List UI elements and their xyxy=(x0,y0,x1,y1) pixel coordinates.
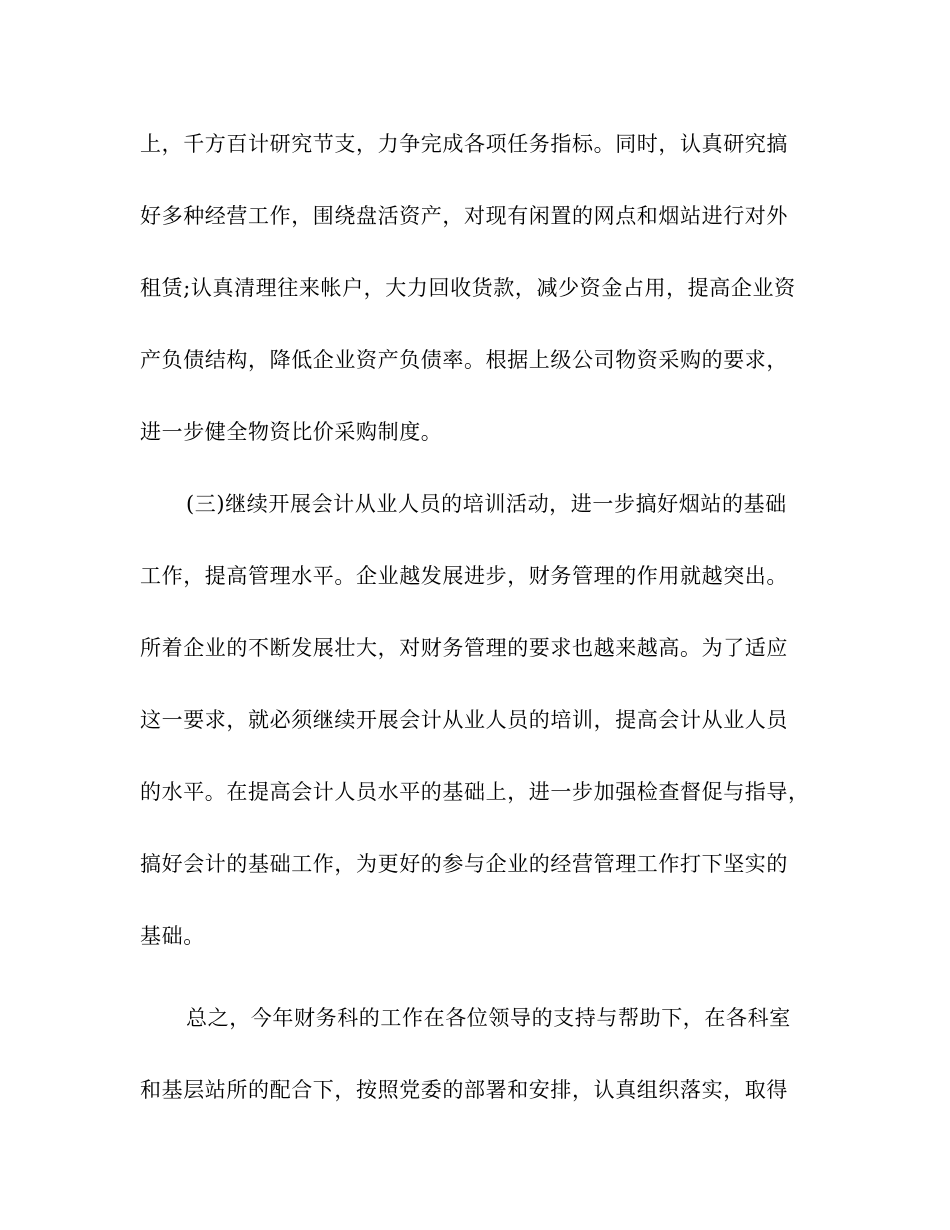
paragraph-line: 上，千方百计研究节支，力争完成各项任务指标。同时，认真研究搞 xyxy=(140,132,788,156)
paragraph-first-line: (三)继续开展会计从业人员的培训活动，进一步搞好烟站的基础 xyxy=(186,492,787,516)
paragraph-line: 的水平。在提高会计人员水平的基础上，进一步加强检查督促与指导， xyxy=(140,780,810,804)
paragraph-line: 工作，提高管理水平。企业越发展进步，财务管理的作用就越突出。 xyxy=(140,564,788,588)
paragraph-first-line: 总之，今年财务科的工作在各位领导的支持与帮助下，在各科室 xyxy=(186,1006,791,1030)
paragraph-line: 好多种经营工作，围绕盘活资产，对现有闲置的网点和烟站进行对外 xyxy=(140,204,788,228)
paragraph-line: 搞好会计的基础工作，为更好的参与企业的经营管理工作打下坚实的 xyxy=(140,852,788,876)
paragraph-line: 产负债结构，降低企业资产负债率。根据上级公司物资采购的要求， xyxy=(140,348,788,372)
paragraph-line: 租赁;认真清理往来帐户，大力回收货款，减少资金占用，提高企业资 xyxy=(140,276,796,300)
paragraph-line: 和基层站所的配合下，按照党委的部署和安排，认真组织落实，取得 xyxy=(140,1078,788,1102)
paragraph-line: 进一步健全物资比价采购制度。 xyxy=(140,420,443,444)
paragraph-line: 这一要求，就必须继续开展会计从业人员的培训，提高会计从业人员 xyxy=(140,708,788,732)
paragraph-line: 基础。 xyxy=(140,924,205,948)
paragraph-line: 所着企业的不断发展壮大，对财务管理的要求也越来越高。为了适应 xyxy=(140,636,788,660)
